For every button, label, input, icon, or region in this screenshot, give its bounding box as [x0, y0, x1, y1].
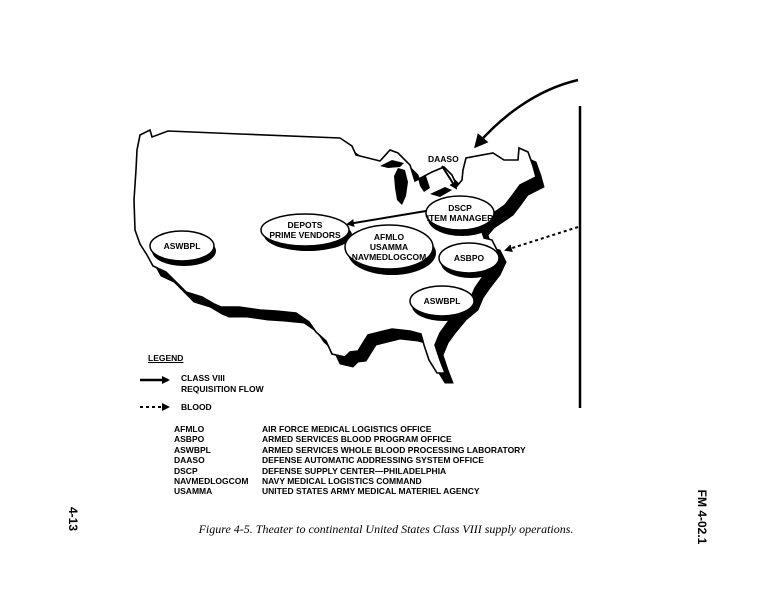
abbr-key: ASBPO	[174, 434, 205, 445]
node-aswbpl-west	[150, 231, 216, 266]
abbreviation-row	[174, 486, 526, 496]
abbreviation-row	[174, 424, 526, 434]
abbr-key: DSCP	[174, 465, 198, 476]
abbr-key: AFMLO	[174, 424, 205, 434]
figure-caption: Figure 4-5. Theater to continental United States Class VIII supply operations.	[198, 522, 574, 536]
blood-flow-arrow	[506, 227, 578, 250]
dscp-label: DSCP	[448, 203, 472, 213]
abbr-meaning: DEFENSE SUPPLY CENTER—PHILADELPHIA	[262, 465, 447, 476]
abbr-meaning: DEFENSE AUTOMATIC ADDRESSING SYSTEM OFFICE	[262, 455, 484, 466]
abbr-key: NAVMEDLOGCOM	[174, 476, 249, 487]
legend-requisition-line1: CLASS VIII	[181, 373, 225, 383]
asbpo-label: ASBPO	[453, 253, 485, 263]
abbr-meaning: NAVY MEDICAL LOGISTICS COMMAND	[262, 476, 422, 487]
item-manager-label: ITEM MANAGER	[426, 213, 494, 223]
node-dscp	[426, 196, 496, 236]
abbreviation-row	[174, 466, 526, 476]
abbr-key: DAASO	[174, 455, 205, 466]
abbr-meaning: ARMED SERVICES BLOOD PROGRAM OFFICE	[262, 434, 452, 445]
abbr-meaning: ARMED SERVICES WHOLE BLOOD PROCESSING LABORATORY	[262, 444, 526, 455]
navmedlogcom-label: NAVMEDLOGCOM	[351, 252, 427, 262]
depots-label: DEPOTS	[287, 220, 323, 230]
page-number: 4-13	[66, 506, 80, 532]
abbreviation-row	[174, 434, 526, 444]
legend-requisition-label	[181, 373, 264, 395]
usamma-label: USAMMA	[369, 242, 409, 252]
legend-blood-label: BLOOD	[181, 402, 212, 412]
abbr-meaning: UNITED STATES ARMY MEDICAL MATERIEL AGENCY	[262, 486, 480, 497]
legend-title: LEGEND	[148, 353, 184, 363]
abbreviation-row	[174, 476, 526, 486]
prime-vendors-label: PRIME VENDORS	[269, 230, 341, 240]
document-id: FM 4-02.1	[695, 489, 709, 545]
node-asbpo	[439, 243, 501, 278]
abbr-meaning: AIR FORCE MEDICAL LOGISTICS OFFICE	[262, 424, 432, 434]
node-aswbpl-east	[410, 286, 476, 321]
abbreviations-table	[174, 424, 526, 497]
abbreviation-row	[174, 455, 526, 465]
legend-requisition-line2: REQUISITION FLOW	[181, 384, 264, 394]
aswbpl-east-label: ASWBPL	[423, 296, 461, 306]
afmlo-label: AFMLO	[373, 232, 405, 242]
abbr-key: ASWBPL	[174, 444, 211, 455]
theater-to-daaso-arrow	[476, 80, 578, 146]
aswbpl-west-label: ASWBPL	[163, 241, 201, 251]
abbr-key: USAMMA	[174, 486, 213, 497]
daaso-label: DAASO	[428, 154, 459, 164]
abbreviation-row	[174, 445, 526, 455]
